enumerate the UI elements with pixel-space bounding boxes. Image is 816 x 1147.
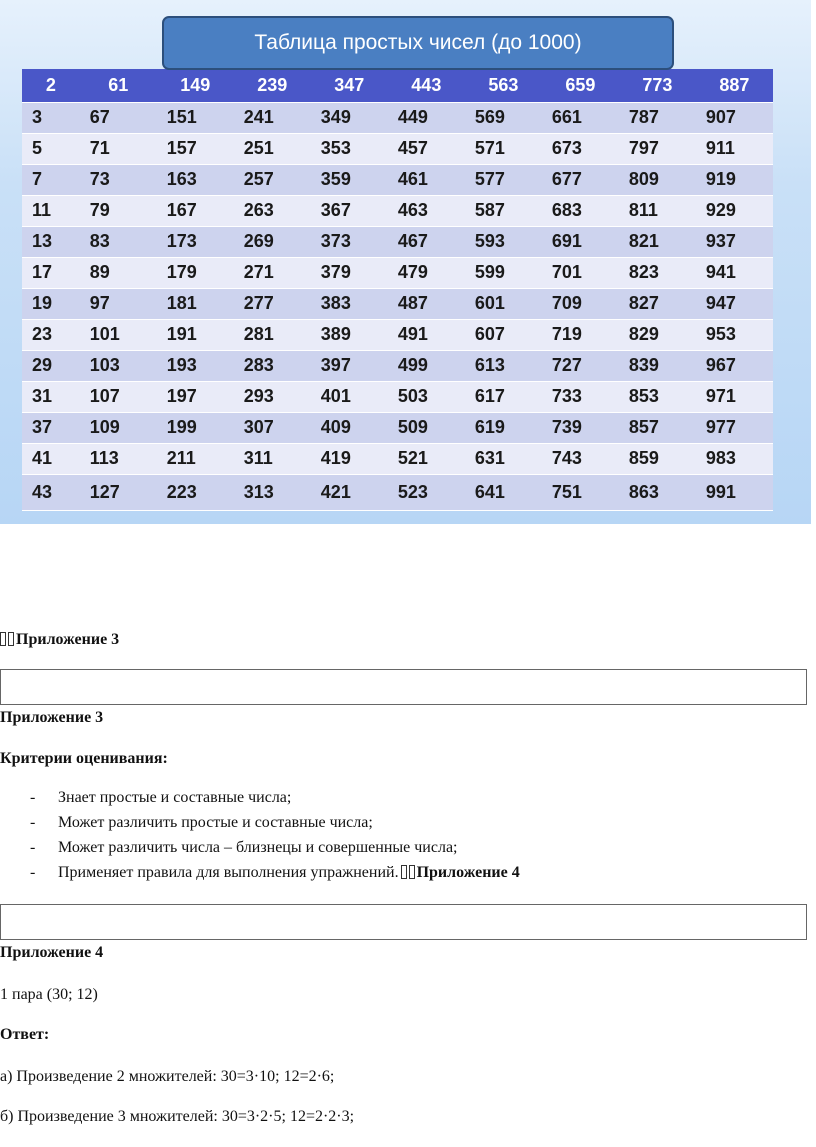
table-cell: 827	[619, 288, 696, 319]
table-cell: 67	[80, 102, 157, 133]
missing-glyph-icon	[401, 865, 407, 879]
table-header-row	[22, 69, 773, 102]
table-cell: 101	[80, 319, 157, 350]
table-cell: 607	[465, 319, 542, 350]
table-cell: 307	[234, 412, 311, 443]
table-cell: 569	[465, 102, 542, 133]
table-cell: 863	[619, 474, 696, 510]
table-cell: 389	[311, 319, 388, 350]
table-header-cell: 347	[311, 69, 388, 102]
table-cell: 3	[22, 102, 80, 133]
appendix-3-heading: Приложение 3	[16, 631, 120, 648]
prime-numbers-table	[22, 69, 773, 511]
table-row	[22, 257, 773, 288]
missing-glyph-icon	[8, 632, 14, 646]
table-cell: 127	[80, 474, 157, 510]
table-cell: 103	[80, 350, 157, 381]
table-cell: 809	[619, 164, 696, 195]
table-row	[22, 319, 773, 350]
missing-glyph-icon	[409, 865, 415, 879]
table-cell: 599	[465, 257, 542, 288]
table-cell: 907	[696, 102, 773, 133]
table-cell: 283	[234, 350, 311, 381]
table-header-cell: 239	[234, 69, 311, 102]
table-cell: 109	[80, 412, 157, 443]
table-cell: 71	[80, 133, 157, 164]
table-cell: 641	[465, 474, 542, 510]
table-cell: 733	[542, 381, 619, 412]
list-item: - Знает простые и составные числа;	[30, 789, 292, 806]
empty-frame	[0, 904, 807, 940]
list-item: - Применяет правила для выполнения упражнений. Приложение 4	[30, 864, 520, 881]
table-cell: 673	[542, 133, 619, 164]
table-cell: 31	[22, 381, 80, 412]
table-cell: 251	[234, 133, 311, 164]
table-cell: 37	[22, 412, 80, 443]
table-cell: 367	[311, 195, 388, 226]
table-cell: 467	[388, 226, 465, 257]
table-cell: 953	[696, 319, 773, 350]
table-cell: 97	[80, 288, 157, 319]
table-cell: 523	[388, 474, 465, 510]
appendix-3-title: Приложение 3	[0, 709, 104, 726]
table-cell: 277	[234, 288, 311, 319]
table-cell: 293	[234, 381, 311, 412]
table-cell: 17	[22, 257, 80, 288]
table-cell: 937	[696, 226, 773, 257]
table-cell: 7	[22, 164, 80, 195]
criteria-list	[30, 785, 520, 885]
table-cell: 349	[311, 102, 388, 133]
table-cell: 173	[157, 226, 234, 257]
table-header-cell: 443	[388, 69, 465, 102]
table-cell: 487	[388, 288, 465, 319]
table-row	[22, 443, 773, 474]
table-cell: 661	[542, 102, 619, 133]
table-cell: 709	[542, 288, 619, 319]
table-cell: 179	[157, 257, 234, 288]
table-cell: 683	[542, 195, 619, 226]
table-cell: 503	[388, 381, 465, 412]
table-cell: 11	[22, 195, 80, 226]
table-cell: 157	[157, 133, 234, 164]
list-item: - Может различить простые и составные числа;	[30, 814, 373, 831]
table-cell: 701	[542, 257, 619, 288]
table-cell: 401	[311, 381, 388, 412]
table-cell: 281	[234, 319, 311, 350]
prime-table-slide	[0, 0, 811, 524]
table-row	[22, 226, 773, 257]
table-cell: 449	[388, 102, 465, 133]
table-cell: 41	[22, 443, 80, 474]
table-cell: 823	[619, 257, 696, 288]
table-cell: 107	[80, 381, 157, 412]
table-cell: 5	[22, 133, 80, 164]
table-cell: 113	[80, 443, 157, 474]
table-row	[22, 350, 773, 381]
table-cell: 859	[619, 443, 696, 474]
table-cell: 269	[234, 226, 311, 257]
table-cell: 617	[465, 381, 542, 412]
pair-line: 1 пара (30; 12)	[0, 986, 98, 1003]
table-cell: 719	[542, 319, 619, 350]
table-cell: 929	[696, 195, 773, 226]
table-cell: 821	[619, 226, 696, 257]
table-cell: 379	[311, 257, 388, 288]
table-cell: 619	[465, 412, 542, 443]
table-cell: 191	[157, 319, 234, 350]
table-cell: 983	[696, 443, 773, 474]
table-row	[22, 474, 773, 510]
table-cell: 797	[619, 133, 696, 164]
table-cell: 727	[542, 350, 619, 381]
table-cell: 241	[234, 102, 311, 133]
table-cell: 587	[465, 195, 542, 226]
list-item: - Может различить числа – близнецы и совершенные числа;	[30, 839, 458, 856]
table-cell: 491	[388, 319, 465, 350]
table-row	[22, 102, 773, 133]
empty-frame	[0, 669, 807, 705]
table-cell: 167	[157, 195, 234, 226]
table-cell: 839	[619, 350, 696, 381]
answer-a: а) Произведение 2 множителей: 30=3·10; 12=2·6;	[0, 1068, 335, 1085]
table-cell: 571	[465, 133, 542, 164]
table-header-cell: 61	[80, 69, 157, 102]
table-cell: 577	[465, 164, 542, 195]
table-header-cell: 2	[22, 69, 80, 102]
table-cell: 83	[80, 226, 157, 257]
table-row	[22, 133, 773, 164]
table-cell: 353	[311, 133, 388, 164]
table-cell: 479	[388, 257, 465, 288]
table-header-cell: 887	[696, 69, 773, 102]
table-cell: 263	[234, 195, 311, 226]
table-cell: 13	[22, 226, 80, 257]
table-cell: 223	[157, 474, 234, 510]
table-row	[22, 288, 773, 319]
table-cell: 593	[465, 226, 542, 257]
table-cell: 911	[696, 133, 773, 164]
table-cell: 163	[157, 164, 234, 195]
table-cell: 691	[542, 226, 619, 257]
table-cell: 23	[22, 319, 80, 350]
table-cell: 739	[542, 412, 619, 443]
table-cell: 257	[234, 164, 311, 195]
table-cell: 947	[696, 288, 773, 319]
table-cell: 967	[696, 350, 773, 381]
table-cell: 601	[465, 288, 542, 319]
table-cell: 383	[311, 288, 388, 319]
table-cell: 499	[388, 350, 465, 381]
table-header-cell: 659	[542, 69, 619, 102]
table-cell: 419	[311, 443, 388, 474]
table-cell: 151	[157, 102, 234, 133]
table-cell: 79	[80, 195, 157, 226]
table-cell: 271	[234, 257, 311, 288]
table-cell: 829	[619, 319, 696, 350]
missing-glyph-icon	[0, 632, 6, 646]
table-cell: 787	[619, 102, 696, 133]
table-row	[22, 195, 773, 226]
table-header-cell: 773	[619, 69, 696, 102]
table-header-cell: 563	[465, 69, 542, 102]
slide-title: Таблица простых чисел (до 1000)	[162, 16, 674, 70]
table-cell: 89	[80, 257, 157, 288]
answer-heading: Ответ:	[0, 1026, 50, 1043]
answer-b: б) Произведение 3 множителей: 30=3·2·5; 12=2·2·3;	[0, 1108, 355, 1125]
table-cell: 461	[388, 164, 465, 195]
table-cell: 919	[696, 164, 773, 195]
table-cell: 977	[696, 412, 773, 443]
table-cell: 199	[157, 412, 234, 443]
table-cell: 359	[311, 164, 388, 195]
table-cell: 457	[388, 133, 465, 164]
table-cell: 613	[465, 350, 542, 381]
table-cell: 313	[234, 474, 311, 510]
table-cell: 421	[311, 474, 388, 510]
table-cell: 43	[22, 474, 80, 510]
table-cell: 193	[157, 350, 234, 381]
table-cell: 857	[619, 412, 696, 443]
table-cell: 811	[619, 195, 696, 226]
table-cell: 463	[388, 195, 465, 226]
table-row	[22, 164, 773, 195]
table-cell: 631	[465, 443, 542, 474]
table-cell: 19	[22, 288, 80, 319]
table-cell: 397	[311, 350, 388, 381]
table-cell: 677	[542, 164, 619, 195]
table-row	[22, 412, 773, 443]
table-header-cell: 149	[157, 69, 234, 102]
table-cell: 991	[696, 474, 773, 510]
table-cell: 311	[234, 443, 311, 474]
table-cell: 211	[157, 443, 234, 474]
table-cell: 941	[696, 257, 773, 288]
table-cell: 521	[388, 443, 465, 474]
appendix-3-heading-line	[0, 631, 119, 649]
table-cell: 197	[157, 381, 234, 412]
table-cell: 29	[22, 350, 80, 381]
table-cell: 373	[311, 226, 388, 257]
appendix-4-inline-heading: Приложение 4	[416, 864, 520, 881]
table-cell: 971	[696, 381, 773, 412]
table-cell: 751	[542, 474, 619, 510]
table-cell: 509	[388, 412, 465, 443]
table-row	[22, 381, 773, 412]
table-cell: 73	[80, 164, 157, 195]
table-cell: 409	[311, 412, 388, 443]
appendix-4-title: Приложение 4	[0, 944, 104, 961]
criteria-heading: Критерии оценивания:	[0, 750, 168, 767]
table-cell: 743	[542, 443, 619, 474]
table-cell: 181	[157, 288, 234, 319]
table-cell: 853	[619, 381, 696, 412]
